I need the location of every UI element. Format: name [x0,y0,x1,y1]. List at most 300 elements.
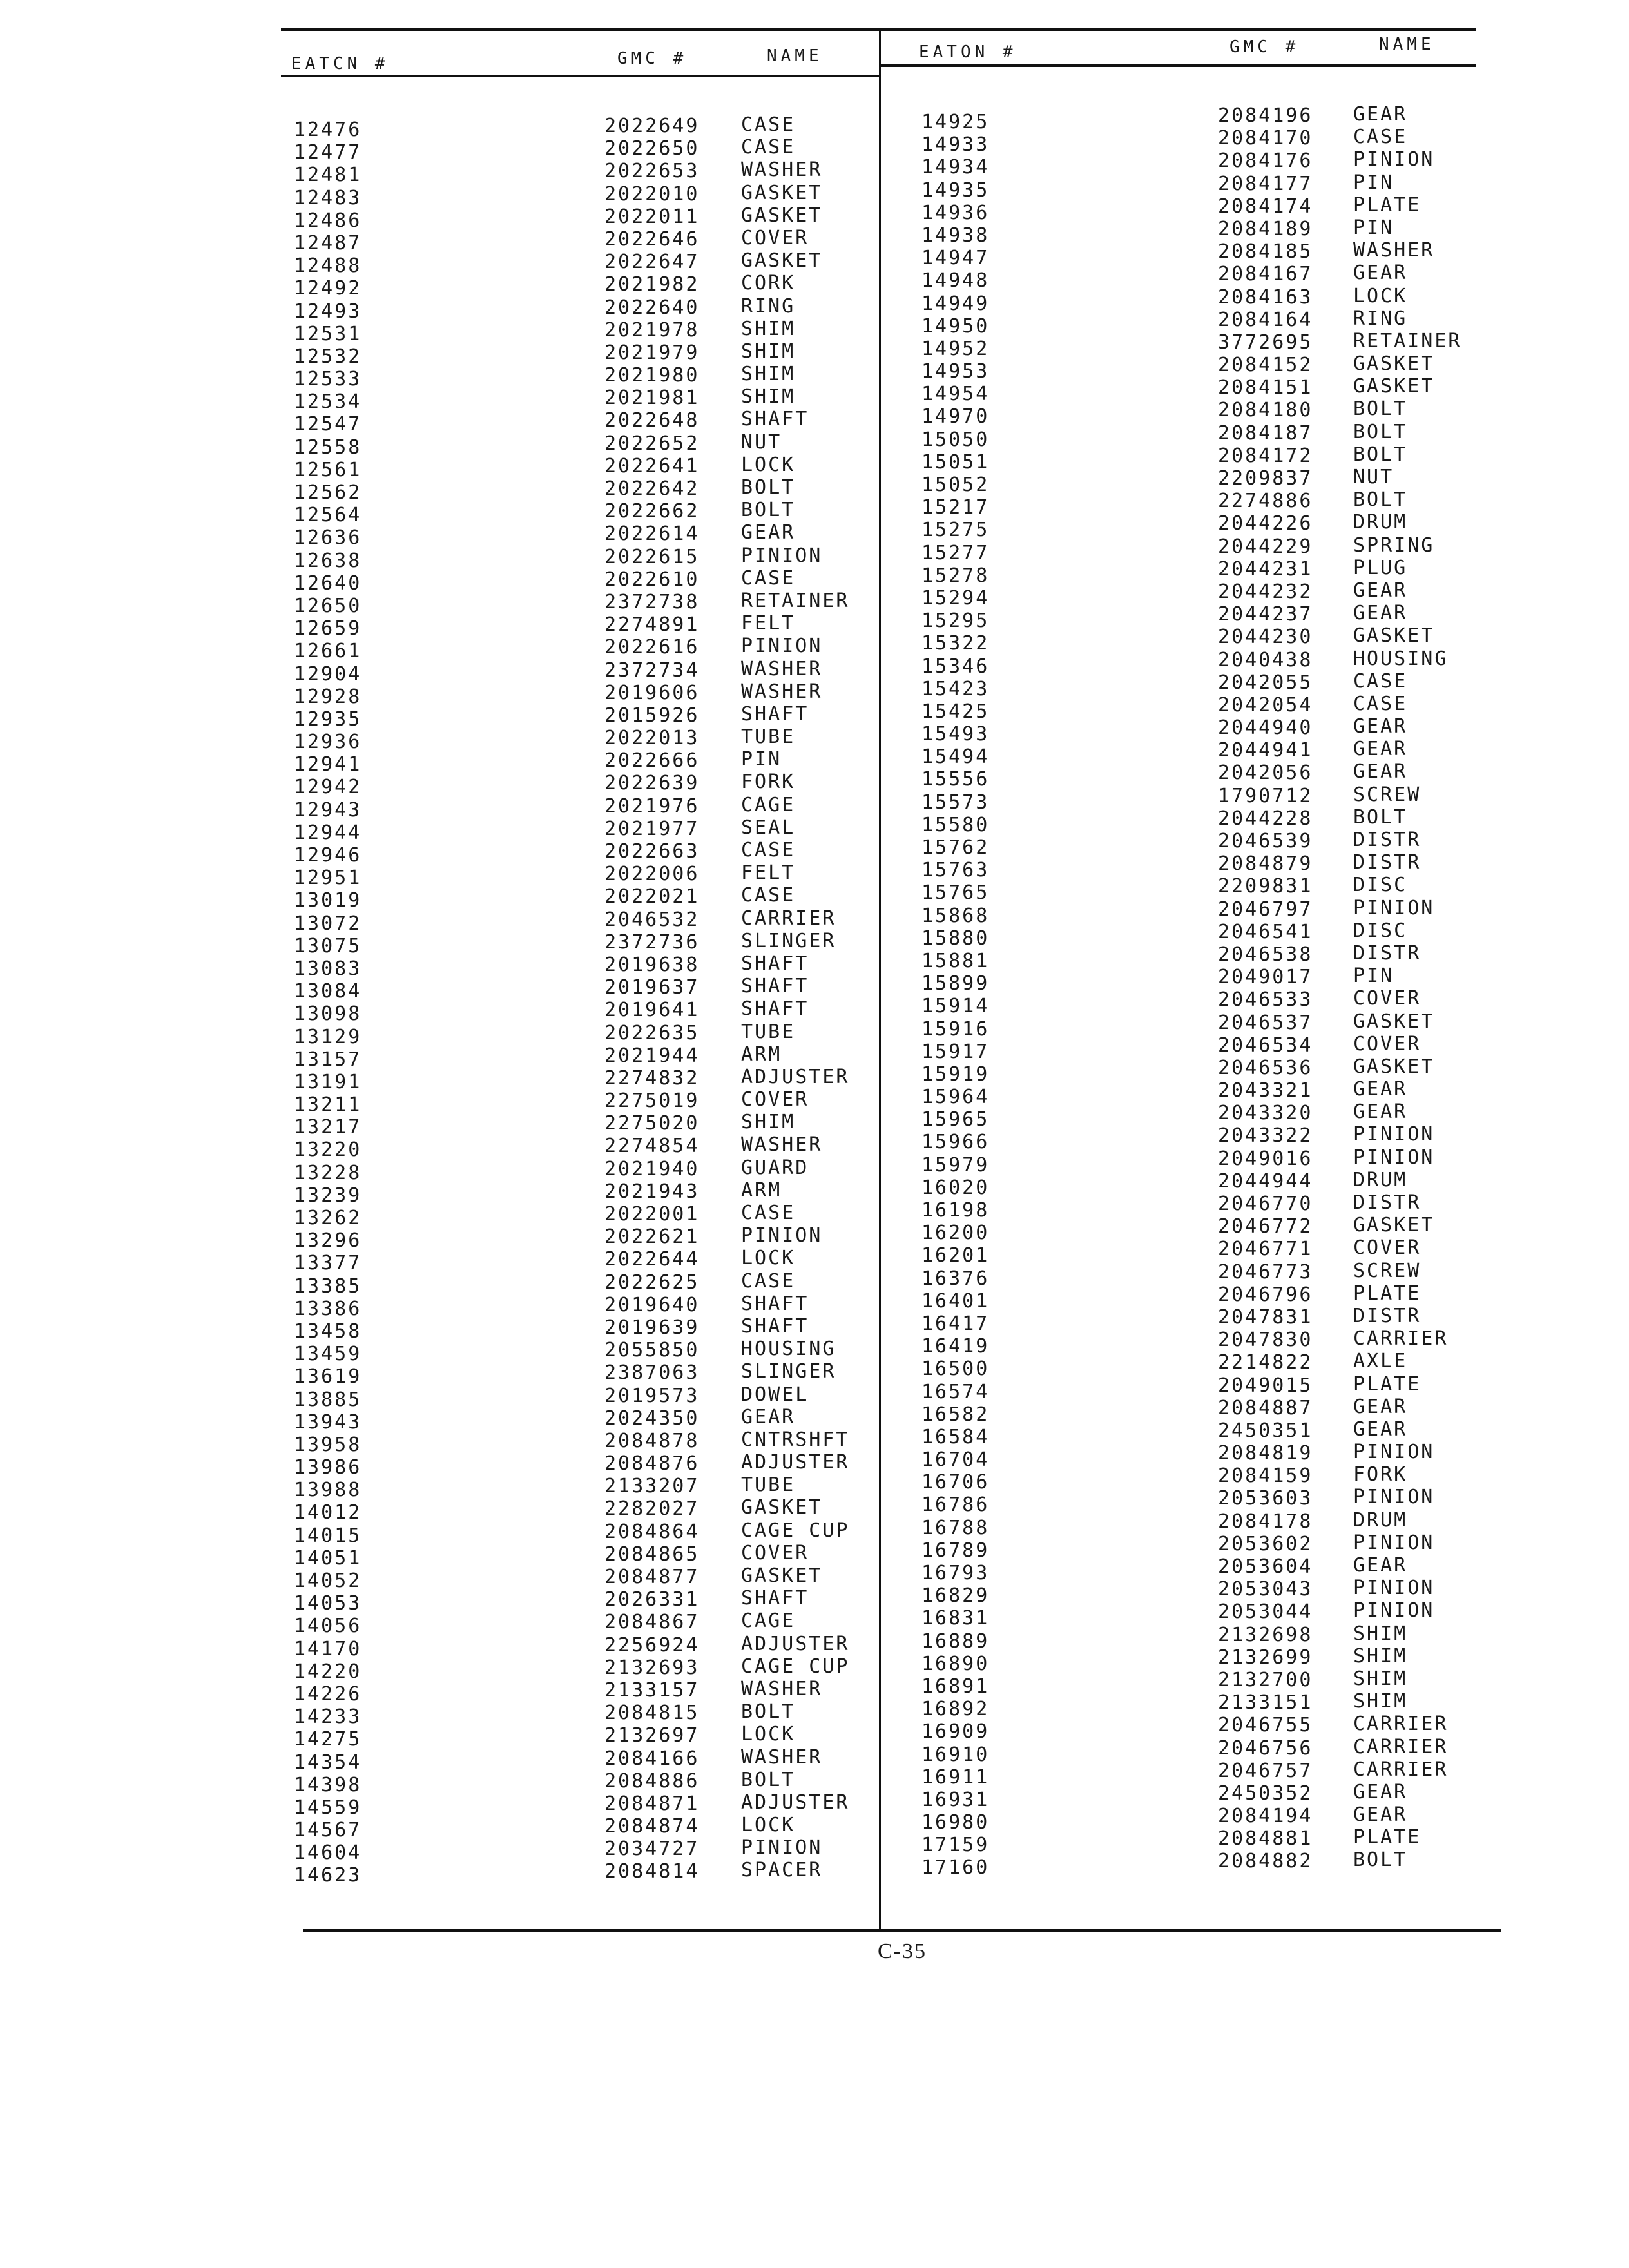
table-cell-eaton: 17160 [921,1856,990,1879]
table-cell-eaton: 12661 [294,640,362,663]
table-cell-name: DOWEL [741,1383,809,1406]
table-cell-eaton: 13019 [294,889,362,912]
table-cell-gmc: 2275019 [604,1090,700,1113]
table-cell-gmc: 2022006 [604,863,700,886]
table-cell-gmc: 2022642 [604,477,700,500]
table-cell-eaton: 14925 [921,111,990,133]
table-cell-gmc: 2022614 [604,523,700,546]
table-cell-gmc: 2021976 [604,794,700,818]
table-cell-name: SHAFT [741,952,809,975]
table-cell-eaton: 14950 [921,314,990,338]
right-gmc-column [1218,104,1313,1873]
table-cell-gmc: 2022646 [604,227,700,251]
table-cell-eaton: 14233 [294,1706,362,1729]
table-cell-eaton: 14938 [921,224,990,247]
table-cell-name: CASE [741,113,796,136]
table-cell-gmc: 2046539 [1218,830,1313,852]
table-cell-eaton: 13217 [294,1116,362,1139]
table-cell-eaton: 14354 [294,1751,362,1774]
table-cell-eaton: 15580 [921,813,990,836]
table-cell-gmc: 2044228 [1218,807,1313,830]
table-cell-name: WASHER [741,1677,823,1700]
table-cell-gmc: 2084877 [604,1566,700,1588]
table-cell-eaton: 15966 [921,1131,990,1154]
table-cell-gmc: 2084178 [1218,1510,1313,1533]
table-cell-eaton: 16574 [921,1380,990,1403]
table-cell-eaton: 12492 [294,277,362,300]
table-cell-name: CAGE [741,1610,796,1633]
table-cell-name: LOCK [741,1814,796,1837]
table-cell-eaton: 12547 [294,413,362,436]
table-cell-eaton: 16891 [921,1675,990,1698]
table-cell-gmc: 2132698 [1218,1623,1313,1646]
table-cell-name: GASKET [1353,624,1435,648]
table-cell-gmc: 2053603 [1218,1487,1313,1510]
table-cell-name: PINION [1353,896,1435,919]
table-cell-gmc: 2022021 [604,885,700,908]
table-cell-name: PINION [1353,1577,1435,1600]
table-cell-name: SHAFT [741,975,809,998]
table-cell-eaton: 15493 [921,723,990,746]
table-cell-eaton: 15868 [921,904,990,927]
table-cell-name: GEAR [1353,1418,1408,1441]
table-cell-eaton: 12942 [294,776,362,799]
table-cell-eaton: 15051 [921,450,990,474]
table-cell-name: GASKET [1353,1055,1435,1078]
table-cell-gmc: 2046771 [1218,1238,1313,1261]
table-cell-name: ARM [741,1178,782,1202]
table-cell-eaton: 14934 [921,156,990,179]
table-cell-name: COVER [1353,1032,1422,1055]
table-cell-name: PLATE [1353,1826,1422,1849]
table-cell-eaton: 12638 [294,549,362,572]
table-cell-eaton: 16910 [921,1743,990,1766]
table-cell-gmc: 2021980 [604,364,700,387]
table-cell-name: PIN [1353,965,1394,988]
table-cell-name: SHIM [1353,1690,1408,1713]
table-cell-eaton: 13958 [294,1433,362,1456]
table-cell-gmc: 2209831 [1218,875,1313,898]
table-cell-gmc: 2053044 [1218,1600,1313,1624]
table-cell-name: LOCK [741,1723,796,1746]
table-cell-name: CAGE CUP [741,1655,850,1678]
table-cell-name: GASKET [1353,1214,1435,1237]
table-cell-eaton: 13211 [294,1093,362,1117]
table-cell-name: CARRIER [1353,1327,1449,1350]
table-cell-eaton: 16931 [921,1788,990,1811]
table-cell-eaton: 13296 [294,1229,362,1253]
table-cell-gmc: 2021944 [604,1044,700,1067]
table-cell-eaton: 15295 [921,610,990,633]
table-cell-gmc: 2022649 [604,115,700,137]
table-cell-name: CARRIER [741,907,836,930]
table-cell-eaton: 15494 [921,745,990,769]
table-cell-name: LOCK [1353,284,1408,307]
table-cell-name: WASHER [741,1745,823,1769]
table-cell-eaton: 14567 [294,1819,362,1842]
table-cell-gmc: 2049016 [1218,1147,1313,1170]
table-cell-gmc: 2084167 [1218,263,1313,286]
table-cell-gmc: 2055850 [604,1339,700,1362]
table-cell-gmc: 2133207 [604,1475,700,1498]
table-cell-name: RETAINER [741,589,850,612]
table-cell-name: CASE [741,136,796,159]
table-cell-name: WASHER [741,159,823,182]
table-cell-gmc: 2019573 [604,1384,700,1407]
table-cell-gmc: 2450351 [1218,1419,1313,1442]
table-cell-name: CASE [741,1202,796,1224]
table-cell-eaton: 14933 [921,133,990,157]
table-cell-eaton: 12636 [294,526,362,550]
table-cell-eaton: 12904 [294,662,362,686]
table-cell-name: CARRIER [1353,1758,1449,1781]
table-cell-gmc: 2042055 [1218,671,1313,694]
table-cell-eaton: 15763 [921,859,990,882]
table-cell-eaton: 16789 [921,1539,990,1562]
table-cell-eaton: 13239 [294,1184,362,1207]
table-cell-name: LOCK [741,453,796,476]
table-cell-name: BOLT [1353,1849,1408,1872]
table-cell-name: BOLT [741,499,796,522]
table-cell-eaton: 12476 [294,119,362,141]
table-cell-name: ARM [741,1043,782,1066]
table-cell-gmc: 2084151 [1218,376,1313,399]
table-cell-eaton: 12487 [294,231,362,255]
table-cell-gmc: 2084815 [604,1702,700,1725]
table-cell-gmc: 2132699 [1218,1646,1313,1669]
page-number: C-35 [878,1939,927,1963]
table-cell-eaton: 14970 [921,405,990,428]
table-cell-name: BOLT [1353,805,1408,829]
table-cell-eaton: 14604 [294,1841,362,1865]
table-cell-gmc: 2084876 [604,1452,700,1475]
table-cell-gmc: 2046533 [1218,988,1313,1012]
table-cell-eaton: 14947 [921,247,990,270]
table-cell-gmc: 2372736 [604,930,700,954]
table-cell-eaton: 14949 [921,292,990,315]
table-cell-eaton: 15881 [921,949,990,972]
table-cell-eaton: 15294 [921,586,990,610]
table-cell-gmc: 2084176 [1218,149,1313,173]
table-cell-eaton: 16584 [921,1425,990,1448]
table-cell-eaton: 16911 [921,1765,990,1789]
table-cell-gmc: 2132700 [1218,1668,1313,1691]
table-cell-name: NUT [1353,466,1394,488]
table-cell-eaton: 16401 [921,1289,990,1312]
table-cell-gmc: 2034727 [604,1838,700,1861]
table-cell-eaton: 16889 [921,1629,990,1653]
table-cell-gmc: 2387063 [604,1361,700,1385]
table-cell-eaton: 16909 [921,1720,990,1744]
table-cell-gmc: 2044940 [1218,716,1313,740]
table-cell-gmc: 2049015 [1218,1374,1313,1397]
table-cell-gmc: 2022639 [604,772,700,795]
table-cell-gmc: 2043320 [1218,1102,1313,1125]
table-cell-eaton: 12564 [294,504,362,527]
table-cell-gmc: 2022625 [604,1271,700,1294]
table-cell-eaton: 14220 [294,1660,362,1683]
table-cell-gmc: 2046772 [1218,1215,1313,1238]
table-cell-gmc: 2022662 [604,500,700,523]
table-cell-name: AXLE [1353,1350,1408,1373]
table-cell-eaton: 15899 [921,972,990,995]
table-cell-gmc: 2209837 [1218,467,1313,490]
table-cell-gmc: 2084170 [1218,127,1313,150]
table-cell-name: ADJUSTER [741,1065,850,1088]
table-cell-name: GEAR [1353,760,1408,783]
table-cell-gmc: 2015926 [604,704,700,727]
table-cell-name: GEAR [741,521,796,544]
table-cell-gmc: 2084887 [1218,1396,1313,1419]
table-cell-eaton: 15423 [921,677,990,700]
table-cell-eaton: 12561 [294,458,362,481]
table-cell-gmc: 2044231 [1218,557,1313,581]
table-cell-gmc: 2084865 [604,1542,700,1566]
table-cell-gmc: 2047830 [1218,1329,1313,1352]
table-cell-eaton: 13228 [294,1161,362,1184]
table-cell-eaton: 15277 [921,541,990,564]
table-cell-eaton: 15914 [921,995,990,1018]
left-eaton-column [294,119,361,1887]
table-cell-name: TUBE [741,1474,796,1497]
table-cell-name: BOLT [1353,488,1408,512]
table-cell-name: GEAR [1353,1395,1408,1418]
table-cell-name: SPACER [741,1859,823,1882]
table-cell-gmc: 2022010 [604,182,700,206]
table-cell-gmc: 2019606 [604,681,700,704]
table-cell-eaton: 12943 [294,798,362,822]
table-cell-name: DISTR [1353,941,1422,965]
table-cell-eaton: 12941 [294,753,362,776]
table-cell-eaton: 12928 [294,685,362,708]
table-cell-name: LOCK [741,1247,796,1270]
table-cell-eaton: 14623 [294,1864,362,1887]
table-cell-name: PINION [1353,1146,1435,1169]
table-cell-eaton: 12951 [294,867,362,890]
table-cell-name: CASE [1353,692,1408,715]
table-cell-gmc: 2084878 [604,1429,700,1452]
header-eaton-right: EATON # [919,43,1017,62]
table-cell-gmc: 2450352 [1218,1782,1313,1805]
table-cell-name: GEAR [1353,1554,1408,1577]
table-cell-name: COVER [741,1541,809,1564]
table-cell-gmc: 2022616 [604,636,700,659]
table-cell-gmc: 2084180 [1218,399,1313,422]
table-cell-eaton: 12944 [294,821,362,844]
table-cell-gmc: 2022013 [604,727,700,750]
table-cell-eaton: 14952 [921,337,990,360]
table-cell-eaton: 12488 [294,255,362,278]
table-cell-name: DISTR [1353,1304,1422,1327]
table-cell-gmc: 2022650 [604,137,700,160]
table-cell-gmc: 2274891 [604,613,700,637]
left-gmc-column [604,115,699,1883]
table-cell-name: CASE [741,884,796,907]
table-cell-name: SHAFT [741,702,809,726]
table-cell-name: SEAL [741,816,796,839]
table-cell-gmc: 2084177 [1218,172,1313,195]
table-cell-eaton: 14056 [294,1615,362,1638]
table-cell-gmc: 2132693 [604,1656,700,1679]
table-cell-eaton: 16201 [921,1244,990,1267]
table-cell-name: PINION [1353,1599,1435,1622]
table-cell-name: CASE [1353,126,1408,149]
table-cell-eaton: 14012 [294,1501,362,1524]
table-cell-eaton: 15917 [921,1040,990,1063]
table-cell-eaton: 12640 [294,572,362,595]
header-underline-right [879,64,1476,67]
table-cell-name: TUBE [741,1020,796,1043]
table-cell-gmc: 2019637 [604,976,700,999]
table-cell-gmc: 2084163 [1218,285,1313,309]
table-cell-gmc: 2021943 [604,1180,700,1203]
table-cell-name: DISTR [1353,829,1422,851]
table-cell-eaton: 16788 [921,1516,990,1539]
table-cell-name: PINION [1353,1486,1435,1509]
table-cell-name: PINION [741,544,823,567]
table-cell-gmc: 2043321 [1218,1079,1313,1102]
table-cell-eaton: 16417 [921,1312,990,1335]
table-cell-gmc: 2044230 [1218,626,1313,649]
table-cell-name: ADJUSTER [741,1791,850,1814]
table-cell-eaton: 13385 [294,1274,362,1298]
table-cell-gmc: 2084152 [1218,354,1313,377]
table-cell-gmc: 3772695 [1218,331,1313,354]
table-cell-name: GASKET [741,249,823,273]
table-cell-name: GEAR [1353,103,1408,126]
table-cell-name: DISC [1353,874,1408,897]
table-cell-eaton: 13459 [294,1343,362,1366]
table-cell-gmc: 2022635 [604,1021,700,1044]
table-cell-name: BOLT [1353,420,1408,443]
bottom-rule [303,1929,1501,1932]
table-cell-gmc: 2084196 [1218,104,1313,127]
table-cell-eaton: 13386 [294,1297,362,1320]
table-cell-name: NUT [741,430,782,454]
table-cell-gmc: 2022644 [604,1248,700,1271]
table-cell-name: FELT [741,612,796,635]
table-cell-gmc: 2042056 [1218,762,1313,785]
table-cell-name: SCREW [1353,1259,1422,1282]
table-cell-gmc: 2084871 [604,1792,700,1815]
table-cell-eaton: 16831 [921,1607,990,1630]
table-cell-eaton: 13988 [294,1479,362,1502]
table-cell-gmc: 2046757 [1218,1759,1313,1782]
table-cell-name: WASHER [1353,239,1435,262]
table-cell-gmc: 2282027 [604,1497,700,1521]
table-cell-name: CASE [1353,669,1408,693]
table-cell-eaton: 16892 [921,1698,990,1721]
table-cell-gmc: 2046773 [1218,1260,1313,1283]
table-cell-eaton: 12532 [294,345,362,368]
table-cell-gmc: 2046538 [1218,943,1313,966]
table-cell-eaton: 13072 [294,912,362,935]
table-cell-name: PINION [1353,1531,1435,1554]
table-cell-eaton: 16890 [921,1652,990,1675]
table-cell-eaton: 16419 [921,1335,990,1358]
table-cell-gmc: 2046541 [1218,920,1313,943]
table-cell-name: PIN [1353,216,1394,239]
table-cell-gmc: 2044229 [1218,535,1313,558]
table-cell-name: BOLT [741,1700,796,1724]
table-cell-eaton: 14936 [921,201,990,224]
table-cell-gmc: 2022653 [604,160,700,183]
table-cell-name: PINION [1353,1123,1435,1146]
table-cell-name: WASHER [741,680,823,703]
table-cell-gmc: 2372738 [604,590,700,613]
table-cell-gmc: 2053043 [1218,1578,1313,1601]
table-cell-gmc: 2214822 [1218,1351,1313,1374]
table-cell-name: PINION [1353,1441,1435,1464]
table-cell-name: GEAR [1353,1803,1408,1827]
table-cell-eaton: 15425 [921,700,990,723]
table-cell-eaton: 12493 [294,300,362,323]
table-cell-name: SHIM [741,385,796,408]
table-cell-eaton: 16980 [921,1811,990,1834]
table-cell-eaton: 12486 [294,209,362,232]
table-cell-name: CAGE CUP [741,1519,850,1542]
table-cell-eaton: 15346 [921,655,990,678]
table-cell-eaton: 16500 [921,1358,990,1381]
table-cell-gmc: 2046756 [1218,1736,1313,1760]
table-cell-gmc: 2084187 [1218,421,1313,445]
table-cell-gmc: 2046755 [1218,1714,1313,1737]
header-name-left: NAME [767,46,823,66]
table-cell-gmc: 2046534 [1218,1033,1313,1057]
table-cell-eaton: 12558 [294,436,362,459]
table-cell-eaton: 17159 [921,1834,990,1857]
table-cell-name: DISTR [1353,1191,1422,1214]
table-cell-gmc: 2022641 [604,454,700,477]
table-cell-name: GEAR [1353,715,1408,738]
table-cell-eaton: 13220 [294,1139,362,1162]
table-cell-name: BOLT [741,1768,796,1791]
table-cell-gmc: 2040438 [1218,648,1313,671]
table-cell-eaton: 15050 [921,428,990,451]
table-cell-name: GASKET [1353,1010,1435,1033]
table-cell-gmc: 2022652 [604,432,700,455]
table-cell-eaton: 12562 [294,481,362,504]
table-cell-gmc: 2046532 [604,908,700,931]
table-cell-eaton: 16376 [921,1267,990,1290]
table-cell-name: SHAFT [741,1314,809,1338]
table-cell-gmc: 2053602 [1218,1532,1313,1555]
table-cell-gmc: 2021977 [604,817,700,840]
table-cell-name: GEAR [1353,579,1408,602]
table-cell-gmc: 2084174 [1218,195,1313,218]
table-cell-gmc: 2084814 [604,1860,700,1883]
table-cell-eaton: 13377 [294,1252,362,1275]
table-cell-name: BOLT [741,476,796,499]
table-cell-gmc: 2049017 [1218,966,1313,989]
table-cell-eaton: 12936 [294,731,362,754]
table-cell-gmc: 2084185 [1218,240,1313,264]
table-cell-eaton: 16704 [921,1448,990,1472]
table-cell-eaton: 16786 [921,1494,990,1517]
table-cell-gmc: 2084882 [1218,1850,1313,1873]
table-cell-name: GEAR [1353,738,1408,761]
table-cell-eaton: 16829 [921,1584,990,1608]
table-cell-eaton: 16200 [921,1222,990,1245]
table-cell-gmc: 2274886 [1218,490,1313,513]
table-cell-gmc: 2084166 [604,1747,700,1770]
table-cell-name: DRUM [1353,1168,1408,1191]
table-cell-eaton: 15322 [921,632,990,655]
table-cell-name: FORK [741,771,796,794]
table-cell-name: COVER [741,226,809,249]
table-cell-name: GASKET [1353,375,1435,398]
table-cell-eaton: 12935 [294,707,362,731]
